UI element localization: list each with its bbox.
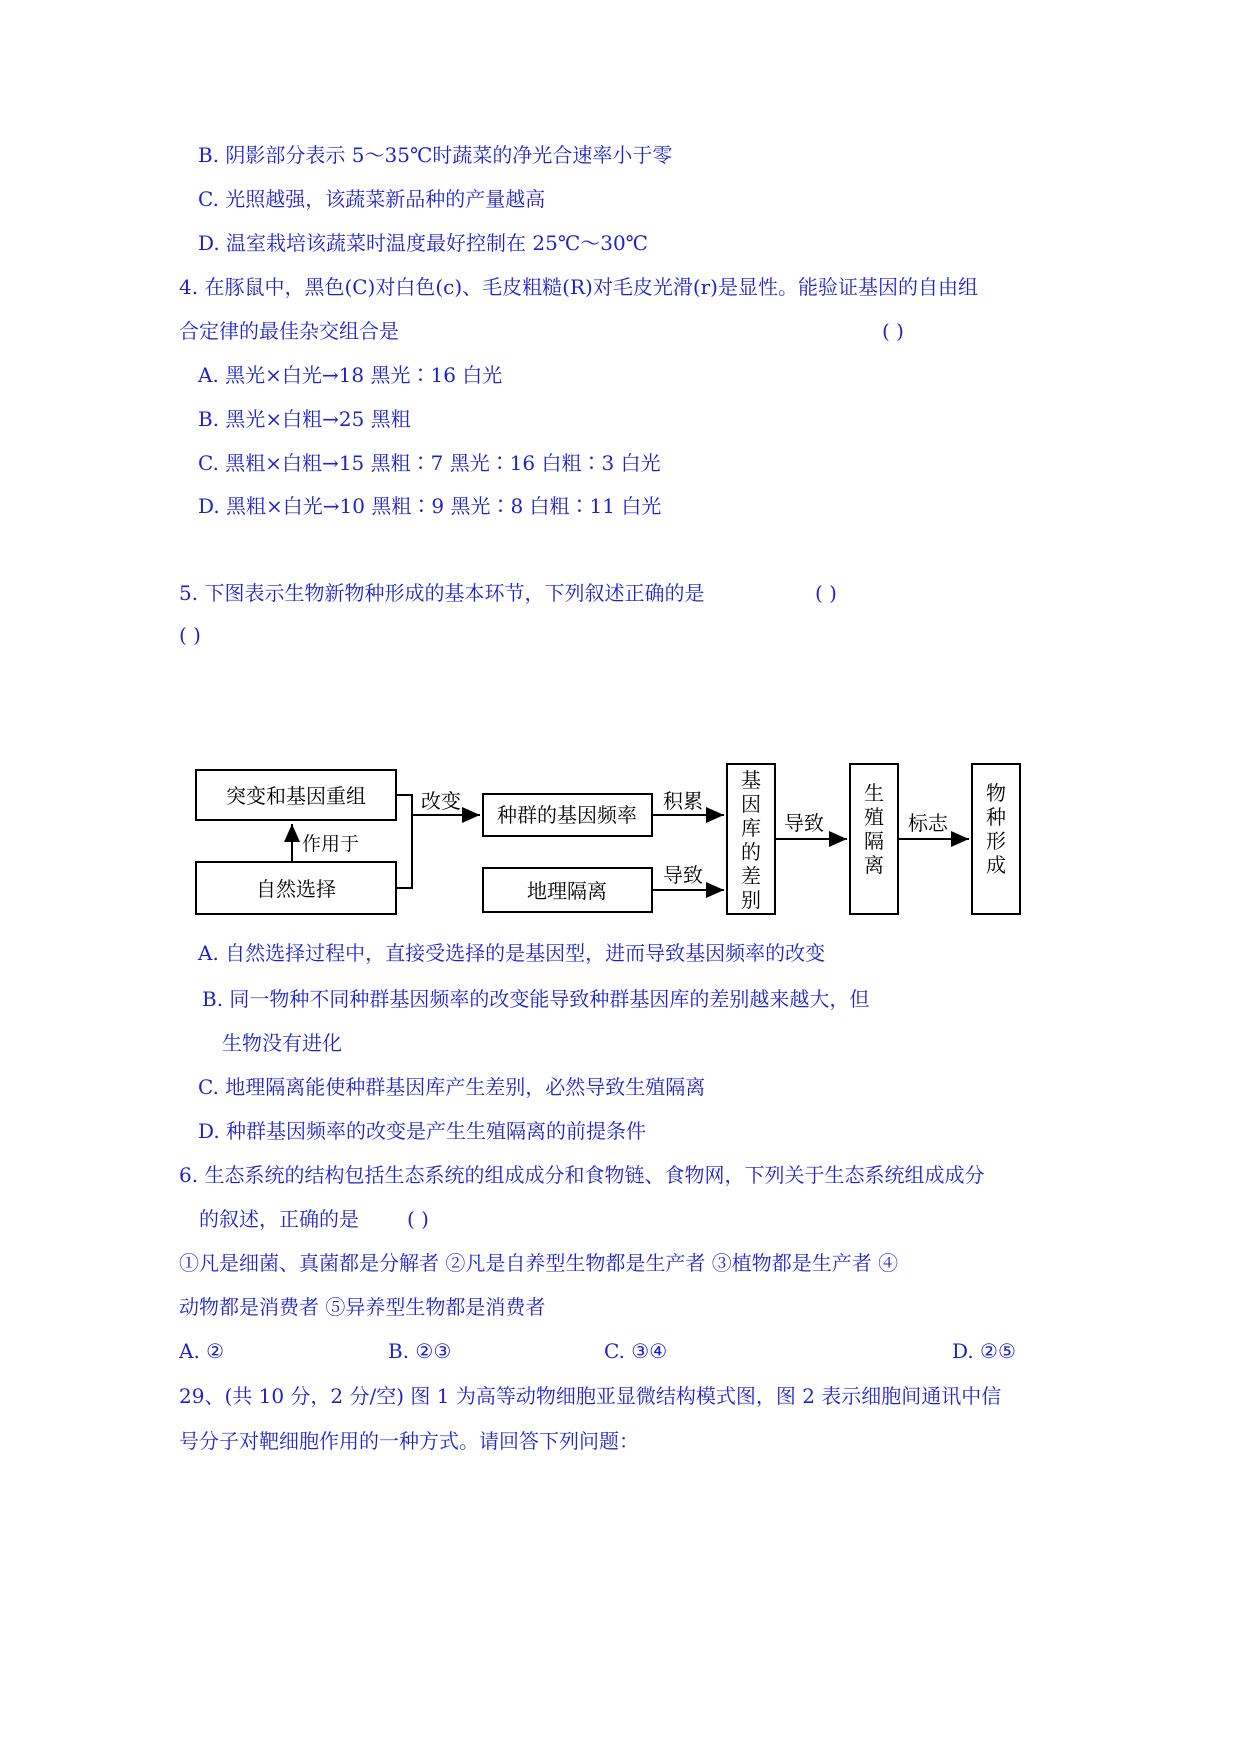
- q3-option-d: D. 温室栽培该蔬菜时温度最好控制在 25℃～30℃: [198, 231, 649, 255]
- label-gene-frequency: 种群的基因频率: [497, 803, 637, 827]
- q5-option-c: C. 地理隔离能使种群基因库产生差别，必然导致生殖隔离: [198, 1075, 706, 1099]
- label-lead-2: 导致: [784, 811, 824, 835]
- svg-text:生: 生: [864, 781, 884, 805]
- q5-option-a: A. 自然选择过程中，直接受选择的是基因型，进而导致基因频率的改变: [198, 941, 826, 965]
- q5-option-b-line2: 生物没有进化: [222, 1031, 342, 1055]
- label-change: 改变: [421, 789, 461, 813]
- q6-option-c: C. ③④: [604, 1339, 668, 1363]
- label-reproductive-isolation-vertical: [864, 781, 884, 877]
- q3-option-b: B. 阴影部分表示 5～35℃时蔬菜的净光合速率小于零: [198, 143, 673, 167]
- svg-text:隔: 隔: [864, 829, 884, 853]
- q3-option-c: C. 光照越强，该蔬菜新品种的产量越高: [198, 187, 546, 211]
- q4-option-c: C. 黑粗×白粗→15 黑粗∶7 黑光∶16 白粗∶3 白光: [198, 451, 661, 475]
- label-mutation: 突变和基因重组: [226, 784, 366, 808]
- q6-option-d: D. ②⑤: [952, 1339, 1016, 1363]
- label-gene-pool-vertical: [741, 768, 761, 912]
- q4-stem-line1: 4. 在豚鼠中，黑色(C)对白色(c)、毛皮粗糙(R)对毛皮光滑(r)是显性。能验证基因的自由组: [179, 275, 978, 299]
- q5-option-d: D. 种群基因频率的改变是产生生殖隔离的前提条件: [198, 1119, 647, 1143]
- q4-option-d: D. 黑粗×白光→10 黑粗∶9 黑光∶8 白粗∶11 白光: [198, 494, 662, 518]
- q6-stem-line2: 的叙述，正确的是: [199, 1207, 359, 1231]
- q29-stem-line2: 号分子对靶细胞作用的一种方式。请回答下列问题：: [179, 1429, 639, 1453]
- svg-text:殖: 殖: [864, 805, 884, 829]
- bracket-connector: [396, 795, 412, 888]
- svg-text:物: 物: [986, 781, 1006, 805]
- q5-answer-paren: ( ): [815, 581, 837, 605]
- label-natural-selection: 自然选择: [256, 877, 336, 901]
- label-geographic-isolation: 地理隔离: [527, 879, 607, 903]
- q6-stem-line1: 6. 生态系统的结构包括生态系统的组成成分和食物链、食物网，下列关于生态系统组成成分: [179, 1163, 985, 1187]
- svg-text:库: 库: [741, 816, 761, 840]
- q4-option-a: A. 黑光×白光→18 黑光∶16 白光: [198, 363, 503, 387]
- q4-stem-line2: 合定律的最佳杂交组合是: [179, 319, 399, 343]
- svg-text:别: 别: [741, 888, 761, 912]
- q5-stem: 5. 下图表示生物新物种形成的基本环节，下列叙述正确的是: [179, 581, 705, 605]
- q6-option-a: A. ②: [179, 1339, 225, 1363]
- q6-option-b: B. ②③: [388, 1339, 452, 1363]
- q5-answer-paren-2: ( ): [179, 623, 201, 647]
- q6-items-line1: ①凡是细菌、真菌都是分解者 ②凡是自养型生物都是生产者 ③植物都是生产者 ④: [179, 1251, 899, 1275]
- q4-option-b: B. 黑光×白粗→25 黑粗: [198, 407, 411, 431]
- q4-answer-paren: ( ): [882, 319, 904, 343]
- speciation-flow-diagram: [192, 760, 1032, 920]
- svg-text:形: 形: [986, 829, 1006, 853]
- label-accumulate: 积累: [663, 789, 703, 813]
- label-acts-on: 作用于: [302, 833, 360, 855]
- label-species-formation-vertical: [986, 781, 1006, 877]
- label-lead-1: 导致: [663, 863, 703, 887]
- label-mark: 标志: [908, 811, 948, 835]
- q5-option-b-line1: B. 同一物种不同种群基因频率的改变能导致种群基因库的差别越来越大，但: [202, 987, 870, 1011]
- svg-text:成: 成: [986, 853, 1006, 877]
- svg-text:基: 基: [741, 768, 761, 792]
- svg-text:种: 种: [986, 805, 1006, 829]
- q6-answer-paren: ( ): [407, 1207, 429, 1231]
- svg-text:的: 的: [741, 840, 761, 864]
- q6-items-line2: 动物都是消费者 ⑤异养型生物都是消费者: [179, 1295, 546, 1319]
- q29-stem-line1: 29、(共 10 分，2 分/空) 图 1 为高等动物细胞亚显微结构模式图，图 2 表示细胞间通讯中信: [179, 1384, 1002, 1408]
- svg-text:差: 差: [741, 864, 761, 888]
- svg-text:因: 因: [741, 792, 761, 816]
- svg-text:离: 离: [864, 853, 884, 877]
